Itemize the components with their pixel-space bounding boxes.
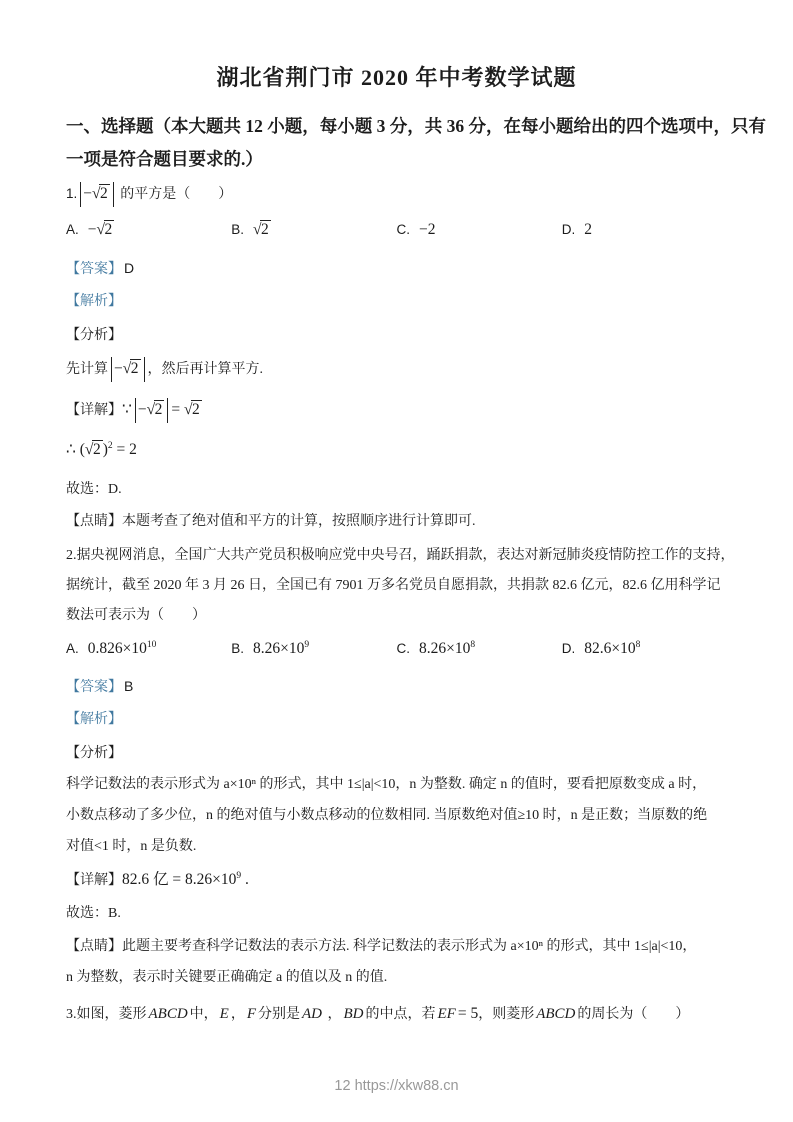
- question-3-text: 的中点，若: [365, 1007, 436, 1022]
- remark-text-line1: 此题主要考查科学记数法的表示方法. 科学记数法的表示形式为 a×10ⁿ 的形式，其中 1≤|a|<10，: [122, 939, 697, 954]
- option-b-value: [253, 640, 309, 657]
- option-a-base: 0.826×10: [87, 640, 147, 657]
- radicand: 2: [130, 360, 139, 377]
- equation-exponent: 9: [236, 870, 242, 881]
- exam-title: 湖北省荆门市 2020 年中考数学试题: [216, 65, 577, 90]
- question-2-stem-line3: 数法可表示为（ ）: [66, 608, 206, 623]
- left-paren: (: [79, 441, 85, 458]
- question-1-analyze-text: [66, 351, 727, 389]
- equals-sign: =: [171, 401, 181, 418]
- sqrt-icon: √: [84, 441, 92, 458]
- question-1-number: 1.: [66, 186, 78, 201]
- answer-letter: B: [124, 678, 134, 694]
- option-c-value: −2: [419, 221, 436, 238]
- remark-tag: 【点睛】: [66, 939, 122, 954]
- question-1-explain-line: [66, 287, 727, 317]
- question-3-text: ，则菱形: [478, 1007, 535, 1022]
- radicand: 2: [104, 221, 113, 238]
- question-1-choose-line: 故选：D.: [66, 482, 122, 497]
- option-d-base: 82.6×10: [584, 640, 636, 657]
- question-3-text: ，: [230, 1007, 245, 1022]
- sqrt-icon: √: [146, 401, 154, 418]
- radicand: 2: [261, 221, 269, 238]
- math-var-bd: BD: [343, 1006, 364, 1022]
- minus-sign: −: [83, 185, 93, 202]
- question-3-stem: [66, 997, 727, 1031]
- section-heading: [66, 110, 766, 176]
- minus-sign: −: [87, 221, 97, 238]
- minus-sign: −: [114, 360, 123, 377]
- question-2-option-c: [397, 633, 562, 665]
- explain-tag: 【解析】: [66, 712, 122, 727]
- sqrt-icon: √: [253, 221, 261, 238]
- question-1-option-d: [562, 215, 727, 245]
- question-1-conclusion-equation: [66, 432, 727, 469]
- explain-tag: 【解析】: [66, 294, 122, 309]
- remark-line2: n 为整数，表示时关键要正确确定 a 的值以及 n 的值.: [66, 970, 388, 985]
- remark-text: 本题考查了绝对值和平方的计算，按照顺序进行计算即可.: [122, 514, 476, 529]
- analyze-text-before: 先计算: [66, 362, 108, 377]
- analyze-line3: 对值<1 时，n 是负数.: [66, 839, 197, 854]
- question-1-remark-line: [66, 507, 727, 537]
- radicand: 2: [154, 401, 163, 418]
- question-2-answer-line: [66, 671, 727, 703]
- question-1-stem-text: 的平方是（ ）: [120, 187, 233, 202]
- question-2-option-b: [231, 633, 396, 665]
- question-2-stem-line1: 2.据央视网消息，全国广大共产党员积极响应党中央号召，踊跃捐款，表达对新冠肺炎疫情防控工作的支持，: [66, 548, 735, 563]
- option-c-value: [419, 640, 475, 657]
- question-1-option-a: [66, 215, 231, 245]
- sqrt-icon: √: [122, 360, 130, 377]
- question-1-stem: [66, 176, 727, 213]
- option-d-label: D.: [561, 641, 576, 656]
- page-number: 12: [334, 1078, 351, 1094]
- sqrt-icon: √: [184, 401, 192, 418]
- section-heading-line2: 一项是符合题目要求的.）: [66, 149, 263, 169]
- math-var-abcd: ABCD: [148, 1006, 188, 1022]
- answer-tag: 【答案】: [66, 680, 122, 695]
- question-1-option-b: [231, 215, 396, 245]
- option-c-label: C.: [396, 222, 410, 237]
- math-var-ef: EF: [437, 1006, 456, 1022]
- analyze-tag: 【分析】: [66, 746, 122, 761]
- detail-tag: 【详解】: [66, 873, 122, 888]
- option-d-value: [584, 640, 640, 657]
- option-b-label: B.: [231, 222, 245, 237]
- option-d-exponent: 8: [635, 639, 641, 650]
- math-var-f: F: [246, 1006, 257, 1022]
- section-heading-line1: 一、选择题（本大题共 12 小题，每小题 3 分，共 36 分，在每小题给出的四个选项中，只有: [66, 116, 766, 136]
- page-footer: [0, 1078, 793, 1094]
- question-1-analyze-label: [66, 321, 727, 351]
- minus-sign: −: [137, 401, 147, 418]
- equation-base: 8.26×10: [185, 871, 237, 888]
- question-1-detail-line: [66, 391, 727, 430]
- therefore-symbol: ∴: [66, 441, 76, 458]
- question-2-remark: [66, 931, 727, 993]
- equation-1: [122, 401, 202, 418]
- option-a-value: [88, 640, 157, 657]
- sqrt-icon: √: [96, 221, 104, 238]
- equation-period: .: [241, 871, 249, 888]
- question-2-analyze-label: [66, 739, 727, 769]
- question-1-options: [66, 215, 727, 245]
- detail-tag: 【详解】: [66, 403, 122, 418]
- math-var-abcd: ABCD: [536, 1006, 576, 1022]
- question-3-text: 3.如图，菱形: [66, 1007, 147, 1022]
- question-2-options: [66, 633, 727, 665]
- question-3-text: 分别是: [258, 1007, 301, 1022]
- question-2-stem-line2: 据统计，截至 2020 年 3 月 26 日，全国已有 7901 万多名党员自愿捐款，共捐款 82.6 亿元，82.6 亿用科学记: [66, 578, 721, 593]
- question-2-option-d: [562, 633, 727, 665]
- analyze-line2: 小数点移动了多少位，n 的绝对值与小数点移动的位数相同. 当原数绝对值≥10 时，n 是正数；当原数的绝: [66, 808, 708, 823]
- ef-equals-5: = 5: [457, 1005, 479, 1022]
- because-symbol: ∵: [122, 401, 132, 418]
- analyze-line1: 科学记数法的表示形式为 a×10ⁿ 的形式，其中 1≤|a|<10，n 为整数. 确定 n 的值时，要看把原数变成 a 时，: [66, 777, 707, 792]
- option-b-label: B.: [231, 641, 245, 656]
- math-var-e: E: [219, 1006, 229, 1022]
- absolute-value-expression: [80, 182, 114, 207]
- question-1-option-c: [397, 215, 562, 245]
- option-a-value: [88, 220, 115, 238]
- question-3-text: ，: [324, 1007, 342, 1022]
- exponent: 2: [107, 440, 113, 451]
- equation-rhs: = 2: [116, 441, 137, 458]
- option-b-base: 8.26×10: [253, 640, 305, 657]
- option-d-value: 2: [584, 221, 592, 238]
- question-2-stem: [66, 541, 735, 631]
- option-a-exponent: 10: [146, 639, 157, 650]
- question-3-text: 的周长为（ ）: [577, 1007, 690, 1022]
- footer-url: https://xkw88.cn: [354, 1078, 459, 1094]
- question-2-option-a: [66, 633, 231, 665]
- equation-lhs: 82.6 亿 =: [122, 871, 185, 888]
- option-c-label: C.: [396, 641, 410, 656]
- analyze-text-after: ，然后再计算平方.: [147, 362, 264, 377]
- absolute-value-expression: [135, 398, 169, 423]
- option-c-exponent: 8: [470, 639, 476, 650]
- question-2-detail-line: [66, 864, 727, 897]
- answer-tag: 【答案】: [66, 262, 122, 277]
- absolute-value-expression: [111, 357, 145, 382]
- radicand: 2: [192, 401, 200, 418]
- option-c-base: 8.26×10: [419, 640, 471, 657]
- answer-letter: D: [124, 260, 135, 276]
- scientific-notation-equation: [122, 871, 249, 888]
- option-d-label: D.: [561, 222, 576, 237]
- analyze-tag: 【分析】: [66, 328, 122, 343]
- question-1-answer-line: [66, 253, 727, 285]
- remark-tag: 【点睛】: [66, 514, 122, 529]
- right-paren: ): [102, 441, 108, 458]
- option-b-value: [253, 220, 271, 238]
- radicand: 2: [100, 185, 108, 202]
- question-3-text: 中，: [189, 1007, 218, 1022]
- remark-line1: [66, 931, 727, 962]
- question-2-analyze-text: [66, 769, 727, 862]
- equation-2: [66, 441, 137, 458]
- option-b-exponent: 9: [304, 639, 310, 650]
- question-2-explain-line: [66, 705, 727, 735]
- question-2-choose-line: 故选：B.: [66, 906, 121, 921]
- sqrt-icon: √: [92, 185, 100, 202]
- radicand: 2: [92, 441, 101, 458]
- option-a-label: A.: [66, 222, 79, 237]
- option-a-label: A.: [66, 641, 79, 656]
- math-var-ad: AD: [302, 1006, 323, 1022]
